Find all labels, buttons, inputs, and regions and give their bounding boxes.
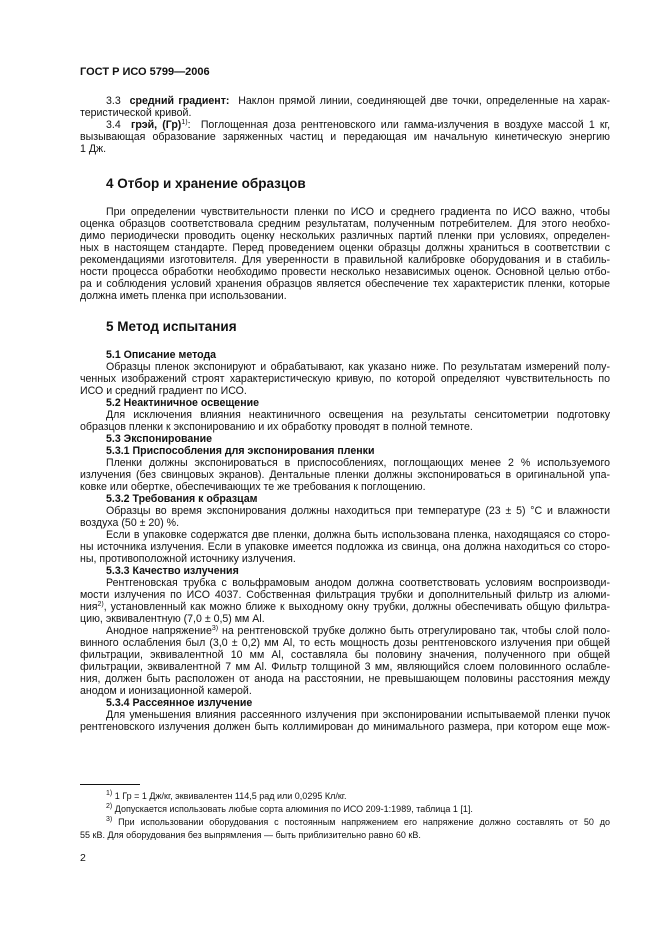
page-number: 2 [80, 852, 86, 864]
text-line: вызывающая образование заряженных частиц и передающая им начальную кинетическую энергию [80, 131, 610, 143]
text-line: фильтрации, эквивалентной 7 мм Al. Фильтр толщиной 3 мм, являющийся слоем половинного ослабле- [80, 661, 610, 673]
section-4-paragraph [80, 206, 610, 302]
text-line: мости излучения по ИСО 4037. Собственная фильтрация трубки и дополнительный фильтр из алюми- [80, 589, 610, 601]
term-3-4: 3.4 грэй, (Гр)$^{1)}$: Поглощенная доза рентгеновского или гамма-излучения в воздухе массой 1 кг, [106, 119, 610, 131]
text-line: цию, эквивалентную (7,0 ± 0,5) мм Al. [80, 613, 265, 625]
text-line: При определении чувствительности пленки по ИСО и среднего градиента по ИСО важно, чтобы [106, 206, 610, 218]
text-line: теристической кривой. [80, 107, 192, 119]
subsection-5-3-4-heading: 5.3.4 Рассеянное излучение [106, 697, 253, 709]
terms-block [80, 95, 610, 155]
text-line: анодом и ионизационной камерой. [80, 685, 252, 697]
text-line: Анодное напряжение$^{3)}$ на рентгеновской трубке должно быть отрегулировано так, чтобы слой поло- [106, 625, 610, 637]
footnote-3-continued: 55 кВ. Для оборудования без выпрямления — быть приблизительно равно 60 кВ. [80, 830, 421, 840]
text-line: ности процесса обработки необходимо провести несколько независимых оценок. Основной целью отбо- [80, 266, 610, 278]
subsection-5-3-1-heading: 5.3.1 Приспособления для экспонирования пленки [106, 445, 375, 457]
text-line: ра и соблюдения условий хранения образцов является обеспечение тех характеристик пленки, которые [80, 278, 610, 290]
document-header: ГОСТ Р ИСО 5799—2006 [80, 66, 210, 78]
text-line: образцов пленки к экспонированию и их обработку проводят в полной темноте. [80, 421, 473, 433]
text-line: фильтрации, эквивалентной 10 мм Al, составляла бы половину значения, полученного при общей [80, 649, 610, 661]
subsection-5-3-2-heading: 5.3.2 Требования к образцам [106, 493, 258, 505]
subsection-5-1-heading: 5.1 Описание метода [106, 349, 217, 361]
text-line: должна иметь пленка при использовании. [80, 290, 287, 302]
text-line: ченных изображений строят характеристическую кривую, по которой определяют чувствительность по [80, 373, 610, 385]
section-4-heading: 4 Отбор и хранение образцов [106, 176, 306, 191]
text-line: ковке или обертке, обеспечивающих те же требования к поглощению. [80, 481, 426, 493]
footnotes [80, 790, 610, 842]
text-line: оценка образцов соответствовала средним результатам, полученным потребителем. Для этого необхо- [80, 218, 610, 230]
term-3-3: 3.3 средний градиент: Наклон прямой линии, соединяющей две точки, определенные на харак- [106, 95, 610, 107]
footnote-3: $^{3)}$ При использовании оборудования с постоянным напряжением его напряжение должно составлять от 50 до [106, 816, 610, 827]
text-line: ИСО и средний градиент по ИСО. [80, 385, 247, 397]
text-line: воздуха (50 ± 20) %. [80, 517, 180, 529]
footnote-2: $^{2)}$ Допускается использовать любые сорта алюминия по ИСО 209-1:1989, таблица 1 [1]. [106, 803, 473, 814]
text-line: рекомендациями изготовителя. Для уверенности в правильной калибровке оборудования и в стабиль- [80, 254, 610, 266]
text-line: Для уменьшения влияния рассеянного излучения при экспонировании испытываемой пленки пучок [106, 709, 610, 721]
text-line: излучения (без свинцовых экранов). Дентальные пленки должны экспонироваться в оригинальной упа- [80, 469, 610, 481]
text-line: рентгеновского излучения должен быть коллимирован до минимального размера, при котором еще мож- [80, 721, 610, 733]
text-line: ны, противоположной источнику излучения. [80, 553, 296, 565]
text-line: ных в настоящем стандарте. Перед проведением оценки образцы должны храниться в соответствии с [80, 242, 610, 254]
subsection-5-3-3-heading: 5.3.3 Качество излучения [106, 565, 239, 577]
subsection-5-2-heading: 5.2 Неактиничное освещение [106, 397, 259, 409]
text-line: ны источника излучения. Если в упаковке имеется подложка из свинца, она должна находиться со сторо- [80, 541, 610, 553]
text-line: Пленки должны экспонироваться в приспособлениях, поглощающих менее 2 % используемого [106, 457, 610, 469]
text-line: димо периодически проводить оценку нескольких различных партий пленки при условиях, определен- [80, 230, 610, 242]
text-line: ния$^{2)}$, установленный как можно ближе к выходному окну трубки, должны обеспечивать общую фильтра- [80, 601, 610, 613]
text-line: Образцы во время экспонирования должны находиться при температуре (23 ± 5) °С и влажности [106, 505, 610, 517]
text-line: ния, должен быть расположен от анода на расстоянии, не превышающем половины расстояния между [80, 673, 610, 685]
text-line: Если в упаковке содержатся две пленки, должна быть использована пленка, находящаяся со сторо- [106, 529, 610, 541]
text-line: 1 Дж. [80, 143, 107, 155]
footnote-divider [80, 784, 140, 785]
text-line: Рентгеновская трубка с вольфрамовым анодом должна соответствовать условиям воспроизводи- [106, 577, 610, 589]
text-line: Для исключения влияния неактиничного освещения на результаты сенситометрии подготовку [106, 409, 610, 421]
section-5-body [80, 349, 610, 733]
text-line: Образцы пленок экспонируют и обрабатывают, как указано ниже. По результатам измерений полу- [106, 361, 610, 373]
subsection-5-3-heading: 5.3 Экспонирование [106, 433, 213, 445]
section-5-heading: 5 Метод испытания [106, 319, 237, 334]
footnote-1: $^{1)}$ 1 Гр = 1 Дж/кг, эквивалентен 114,5 рад или 0,0295 Кл/кг. [106, 790, 347, 801]
text-line: винного ослабления был (3,0 ± 0,2) мм Al, то есть мощность дозы рентгеновского излучения при общей [80, 637, 610, 649]
